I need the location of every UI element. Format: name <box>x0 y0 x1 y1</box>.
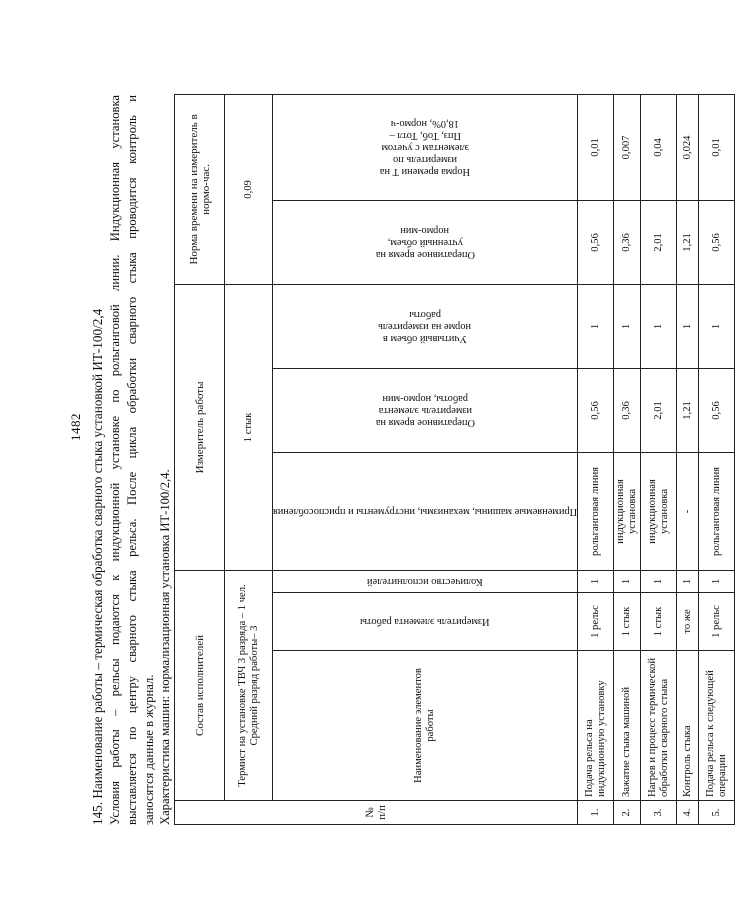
row-operative-time-counted: 0,56 <box>578 200 614 284</box>
row-number: 1. <box>578 801 614 825</box>
page-number: 1482 <box>68 413 83 441</box>
work-conditions-line-3: заносятся данные в журнал. <box>142 674 156 825</box>
column-header-name: Наименование элементов работы <box>273 651 578 801</box>
column-header-norm-time: Норма времени Т на измеритель по элементам с учетом Ппз, Тоб, Тотл – 18,0%, нормо-ч <box>273 94 578 200</box>
row-workers: 1 <box>677 570 699 592</box>
crew-value-line-1: Термист на установке ТВЧ 3 разряда – 1 чел. <box>236 584 248 787</box>
work-conditions-line-1: Условия работы – рельсы подаются к индукционной установке по рольганговой линии. Индукционная установка <box>108 95 122 825</box>
table-row <box>677 94 699 824</box>
rotated-page-content <box>64 75 728 835</box>
column-header-volume: Учитывый объем в норме на измеритель работы <box>273 284 578 368</box>
row-norm-time: 0,007 <box>614 94 641 200</box>
row-element-meter: 1 рельс <box>699 593 735 651</box>
row-workers: 1 <box>641 570 677 592</box>
row-number: 3. <box>641 801 677 825</box>
norm-header: Норма времени на измеритель в нормо-час. <box>175 94 225 284</box>
row-element-name: Подача рельса на индукционную установку <box>578 651 614 801</box>
crew-value <box>225 570 273 800</box>
row-element-meter: 1 стык <box>641 593 677 651</box>
row-operative-time: 1,21 <box>677 368 699 452</box>
row-operative-time-counted: 2,01 <box>641 200 677 284</box>
row-operative-time: 0,36 <box>614 368 641 452</box>
row-operative-time: 0,56 <box>699 368 735 452</box>
row-machines: рольганговая линия <box>578 452 614 570</box>
row-element-meter: 1 стык <box>614 593 641 651</box>
table-row <box>578 94 614 824</box>
work-conditions-line-2: выставляется по центру сварного стыка рельса. После цикла обработки сварного стыка проводится контроль и <box>125 95 139 825</box>
row-volume: 1 <box>699 284 735 368</box>
row-element-meter: 1 рельс <box>578 593 614 651</box>
row-element-name: Нагрев и процесс термической обработки сварного стыка <box>641 651 677 801</box>
row-workers: 1 <box>699 570 735 592</box>
row-machines: - <box>677 452 699 570</box>
row-element-meter: то же <box>677 593 699 651</box>
work-title: 145. Наименование работы – термическая обработка сварного стыка установкой ИТ-100/2,4 <box>90 308 105 825</box>
row-element-name: Контроль стыка <box>677 651 699 801</box>
column-header-machines: Применяемые машины, механизмы, инструменты и приспособления <box>273 452 578 570</box>
row-machines: рольганговая линия <box>699 452 735 570</box>
column-header-operative-time-counted: Оперативное время на учтенный объем, нормо-мин <box>273 200 578 284</box>
machine-characteristics: Характеристика машин: нормализационная установка ИТ-100/2,4. <box>158 469 172 825</box>
row-norm-time: 0,04 <box>641 94 677 200</box>
row-workers: 1 <box>578 570 614 592</box>
row-operative-time-counted: 1,21 <box>677 200 699 284</box>
column-header-element-meter: Измеритель элемента работы <box>273 593 578 651</box>
row-volume: 1 <box>677 284 699 368</box>
row-element-name: Подача рельса к следующей операции <box>699 651 735 801</box>
norm-value: 0,09 <box>225 94 273 284</box>
row-operative-time-counted: 0,56 <box>699 200 735 284</box>
row-workers: 1 <box>614 570 641 592</box>
row-volume: 1 <box>641 284 677 368</box>
crew-value-line-2: Средний разряд работы– 3 <box>248 625 260 746</box>
row-number: 2. <box>614 801 641 825</box>
row-element-name: Зажатие стыка машиной <box>614 651 641 801</box>
row-volume: 1 <box>578 284 614 368</box>
table-row <box>699 94 735 824</box>
row-machines: индукционная установка <box>614 452 641 570</box>
row-operative-time: 0,56 <box>578 368 614 452</box>
row-norm-time: 0,024 <box>677 94 699 200</box>
column-header-workers: Количество исполнителей <box>273 570 578 592</box>
meter-header: Измеритель работы <box>175 284 225 570</box>
row-number: 5. <box>699 801 735 825</box>
row-operative-time: 2,01 <box>641 368 677 452</box>
row-volume: 1 <box>614 284 641 368</box>
row-operative-time-counted: 0,36 <box>614 200 641 284</box>
row-number: 4. <box>677 801 699 825</box>
column-header-number: № п/п <box>175 801 578 825</box>
table-row <box>641 94 677 824</box>
row-norm-time: 0,01 <box>699 94 735 200</box>
table-row <box>614 94 641 824</box>
meter-value: 1 стык <box>225 284 273 570</box>
row-norm-time: 0,01 <box>578 94 614 200</box>
crew-header: Состав исполнителей <box>175 570 225 800</box>
row-machines: индукционная установка <box>641 452 677 570</box>
time-norm-table <box>174 94 735 825</box>
column-header-operative-time: Оперативное время на измеритель элемента работы, нормо-мин <box>273 368 578 452</box>
